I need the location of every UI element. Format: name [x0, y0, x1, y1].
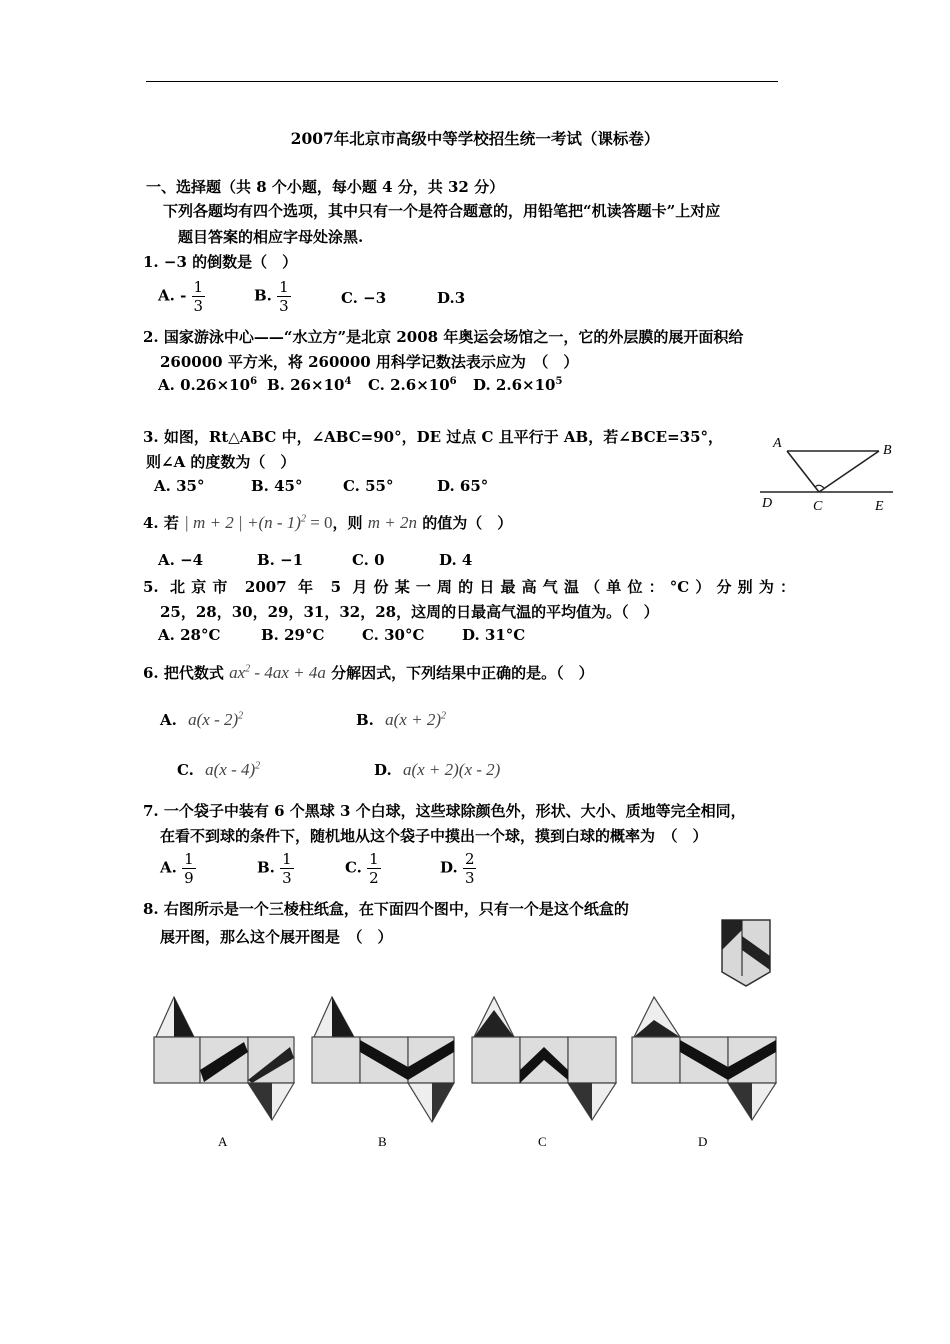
q1-stem: 1. −3 的倒数是（ ）	[143, 253, 298, 271]
q1-option-a-label: A. -	[158, 286, 187, 305]
q7-b-denominator: 3	[282, 869, 292, 887]
q8-net-label-c: C	[538, 1134, 547, 1149]
q7-option-a-label: A.	[160, 858, 177, 877]
section-heading: 一、选择题（共 8 个小题，每小题 4 分，共 32 分）	[146, 178, 505, 196]
q6-expression-tail: - 4ax + 4a	[250, 663, 326, 682]
q7-line-2: 在看不到球的条件下，随机地从这个袋子中摸出一个球，摸到白球的概率为 （ ）	[160, 827, 708, 845]
q8-net-label-b: B	[378, 1134, 387, 1149]
q4-option-b: B. −1	[257, 551, 304, 569]
q6-expression-exp: 2	[245, 663, 251, 675]
q3-label-c: C	[813, 499, 823, 514]
q1-a-numerator: 1	[193, 278, 204, 296]
q8-net-a	[154, 997, 294, 1120]
q2-option-a-exp: 6	[250, 376, 258, 387]
q7-option-d-label: D.	[440, 858, 458, 877]
q6-prefix: 6. 把代数式	[143, 664, 224, 682]
q2-option-d	[473, 376, 562, 394]
q3-triangle-figure	[755, 430, 905, 520]
q7-d-numerator: 2	[464, 850, 475, 868]
q1-option-b	[254, 278, 291, 315]
q2-option-c	[368, 376, 457, 394]
q2-option-d-base: D. 2.6×10	[473, 376, 556, 394]
q6-option-a-label: A.	[160, 711, 177, 729]
q5-option-d: D. 31°C	[462, 626, 526, 644]
q6-option-b-base: a(x + 2)	[385, 710, 441, 729]
q7-option-a-fraction	[182, 850, 196, 887]
q5-option-a: A. 28°C	[158, 626, 221, 644]
q1-option-d: D.3	[437, 289, 466, 307]
q3-option-c: C. 55°	[343, 477, 394, 495]
q7-option-d-fraction	[463, 850, 477, 887]
q7-a-denominator: 9	[184, 869, 194, 887]
q2-option-c-base: C. 2.6×10	[368, 376, 450, 394]
q3-label-b: B	[883, 443, 892, 458]
q3-line-2: 则∠A 的度数为（ ）	[146, 453, 296, 471]
q7-line-1: 7. 一个袋子中装有 6 个黑球 3 个白球，这些球除颜色外，形状、大小、质地等完全相同，	[143, 802, 746, 820]
q3-line-1: 3. 如图，Rt△ABC 中，∠ABC=90°，DE 过点 C 且平行于 AB，若∠BCE=35°，	[143, 428, 724, 446]
q1-b-denominator: 3	[279, 297, 289, 315]
q2-option-b-base: B. 26×10	[267, 376, 345, 394]
q8-prism-box-figure	[716, 914, 776, 990]
q7-option-b-fraction	[280, 850, 294, 887]
q7-option-c-label: C.	[345, 858, 362, 877]
q3-option-b: B. 45°	[251, 477, 303, 495]
q7-option-c	[345, 850, 381, 887]
top-rule	[146, 81, 778, 82]
q4-mid: ，则	[332, 514, 363, 532]
q6-expression-main: ax	[229, 663, 246, 682]
q6-option-a-exp: 2	[238, 710, 244, 722]
q6-option-a-expr	[188, 710, 243, 729]
q4-expression	[184, 513, 332, 532]
q7-a-numerator: 1	[184, 850, 194, 868]
q2-option-a-base: A. 0.26×10	[158, 376, 251, 394]
q6-option-a	[160, 710, 243, 730]
q6-option-d	[374, 760, 500, 780]
q4-expression-exp: 2	[300, 513, 306, 525]
q2-option-a	[158, 376, 257, 394]
instructions-line-1: 下列各题均有四个选项，其中只有一个是符合题意的，用铅笔把“机读答题卡”上对应	[163, 202, 721, 220]
q1-option-c: C. −3	[341, 289, 387, 307]
q3-label-e: E	[875, 499, 884, 514]
q5-line-1: 5. 北京市 2007 年 5 月份某一周的日最高气温（单位：°C）分别为：	[143, 578, 795, 596]
q1-option-b-fraction	[277, 278, 291, 315]
q6-stem	[143, 662, 594, 683]
q7-option-b-label: B.	[257, 858, 275, 877]
q1-b-numerator: 1	[279, 278, 289, 296]
q4-suffix: 的值为（ ）	[422, 514, 513, 532]
q8-line-1: 8. 右图所示是一个三棱柱纸盒，在下面四个图中，只有一个是这个纸盒的	[143, 900, 629, 918]
q7-option-d	[440, 850, 476, 887]
q6-option-b-expr	[385, 710, 446, 729]
q5-line-2: 25，28，30，29，31，32，28，这周的日最高气温的平均值为。（ ）	[160, 603, 659, 621]
q1-option-a	[158, 278, 205, 315]
q6-option-d-expr: a(x + 2)(x - 2)	[402, 760, 501, 779]
q5-option-b: B. 29°C	[261, 626, 325, 644]
q1-a-denominator: 3	[193, 297, 204, 315]
q4-option-a: A. −4	[158, 551, 204, 569]
q6-suffix: 分解因式，下列结果中正确的是。（ ）	[331, 664, 594, 682]
q2-line-2: 260000 平方米，将 260000 用科学记数法表示应为 （ ）	[160, 353, 579, 371]
q2-option-b	[267, 376, 351, 394]
q8-line-2: 展开图，那么这个展开图是 （ ）	[160, 928, 393, 946]
q7-c-numerator: 1	[369, 850, 379, 868]
q7-option-b	[257, 850, 294, 887]
q6-option-c-label: C.	[177, 761, 194, 779]
q4-expression-main: | m + 2 | +(n - 1)	[184, 513, 301, 532]
q6-option-c-base: a(x - 4)	[205, 760, 256, 779]
q7-option-c-fraction	[367, 850, 381, 887]
q6-option-a-base: a(x - 2)	[188, 710, 239, 729]
q4-expression-tail: = 0	[305, 513, 333, 532]
q5-option-c: C. 30°C	[362, 626, 425, 644]
q8-net-label-a: A	[218, 1134, 228, 1149]
q6-option-c	[177, 760, 260, 780]
q1-option-b-label: B.	[254, 286, 272, 305]
q3-label-d: D	[762, 496, 773, 511]
q7-c-denominator: 2	[369, 869, 379, 887]
q2-option-c-exp: 6	[449, 376, 457, 387]
q4-option-d: D. 4	[439, 551, 473, 569]
q1-option-a-fraction	[192, 278, 206, 315]
q7-option-a	[160, 850, 196, 887]
q8-net-c	[472, 997, 616, 1120]
q6-option-b	[356, 710, 446, 730]
q6-option-c-exp: 2	[255, 760, 261, 772]
q3-label-a: A	[773, 436, 782, 451]
q3-segment-bc	[819, 451, 879, 492]
q4-option-c: C. 0	[352, 551, 385, 569]
q6-option-c-expr	[205, 760, 260, 779]
q3-option-d: D. 65°	[437, 477, 489, 495]
q4-target: m + 2n	[367, 513, 418, 532]
q6-expression	[229, 663, 326, 682]
q8-nets-figure	[140, 992, 800, 1158]
instructions-line-2: 题目答案的相应字母处涂黑.	[178, 228, 364, 246]
q8-net-b	[312, 997, 454, 1122]
q8-net-d	[632, 997, 776, 1120]
q6-option-b-label: B.	[356, 711, 374, 729]
page-title: 2007年北京市高级中等学校招生统一考试（课标卷）	[290, 129, 660, 148]
q4-prefix: 4. 若	[143, 514, 179, 532]
q2-line-1: 2. 国家游泳中心——“水立方”是北京 2008 年奥运会场馆之一，它的外层膜的展开面积给	[143, 328, 744, 346]
q8-net-label-d: D	[698, 1134, 708, 1149]
q6-option-d-label: D.	[374, 761, 392, 779]
q6-option-b-exp: 2	[440, 710, 446, 722]
q2-option-d-exp: 5	[555, 376, 563, 387]
q4-stem	[143, 512, 512, 533]
q3-segment-ac	[787, 451, 819, 492]
q2-option-b-exp: 4	[344, 376, 352, 387]
q3-option-a: A. 35°	[154, 477, 205, 495]
q7-b-numerator: 1	[282, 850, 292, 868]
q7-d-denominator: 3	[464, 869, 475, 887]
